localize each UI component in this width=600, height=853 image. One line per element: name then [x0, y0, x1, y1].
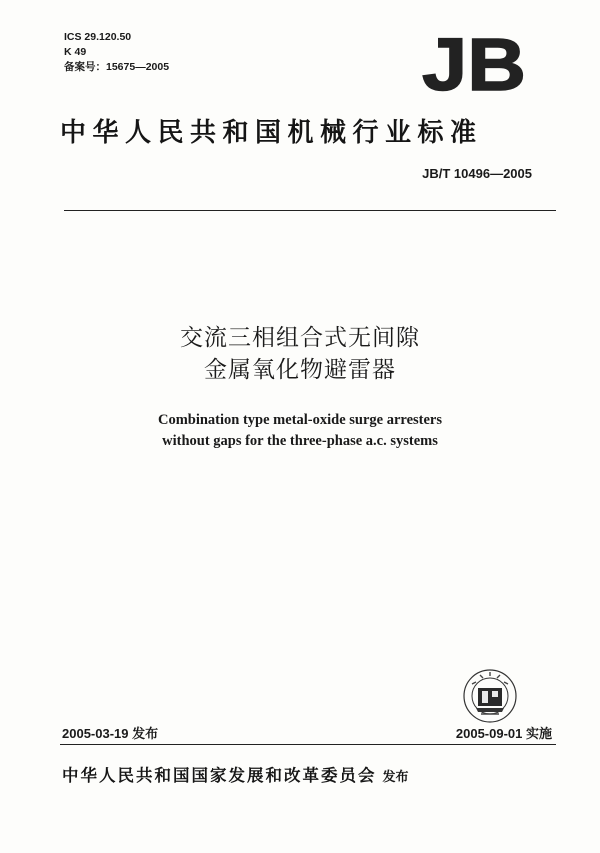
- bottom-divider: [60, 744, 556, 745]
- issuer-name: 中华人民共和国国家发展和改革委员会: [62, 766, 377, 785]
- title-en-line-1: Combination type metal-oxide surge arresters: [157, 412, 443, 428]
- issue-date: 2005-03-19 发布: [62, 726, 159, 741]
- ics-code: ICS 29.120.50: [64, 31, 132, 43]
- standard-type-title: 中华人民共和国机械行业标准: [60, 118, 483, 148]
- implementation-date: 2005-09-01 实施: [455, 726, 552, 741]
- top-divider: [64, 210, 556, 211]
- filing-number: 备案号：15675—2005: [64, 61, 170, 73]
- publisher-seal-icon: [462, 668, 518, 724]
- classification-code: K 49: [64, 46, 87, 58]
- issuing-authority: [62, 762, 562, 786]
- issuer-suffix: 发布: [382, 770, 409, 785]
- document-title-en: [0, 410, 600, 452]
- title-cn-line-2: 金属氧化物避雷器: [204, 357, 396, 383]
- title-cn-line-1: 交流三相组合式无间隙: [180, 325, 420, 351]
- standard-metadata: [64, 30, 169, 75]
- jb-logo: [418, 30, 530, 98]
- document-title-cn: [0, 322, 600, 386]
- standard-code: JB/T 10496—2005: [422, 166, 532, 181]
- jb-logo-text: JB: [422, 30, 526, 98]
- title-en-line-2: without gaps for the three-phase a.c. systems: [162, 433, 438, 449]
